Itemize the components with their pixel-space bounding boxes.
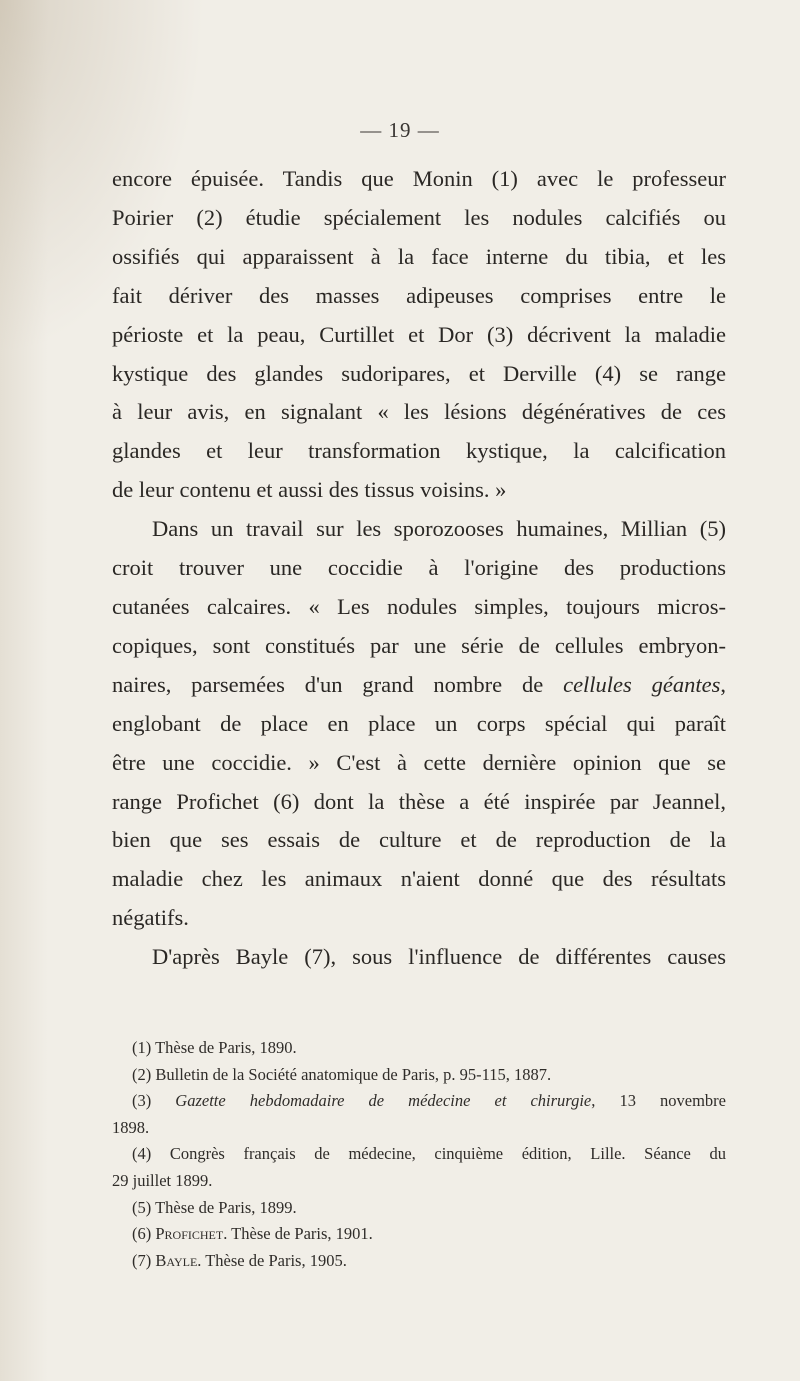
italic-term: cellules géantes (563, 671, 721, 697)
text-line: glandes et leur transformation kystique, la calcification (112, 438, 726, 464)
footnote-number: (7) (132, 1250, 156, 1270)
main-text (112, 160, 726, 977)
footnote-3 (112, 1088, 726, 1115)
footnote-3-continued: 1898. (112, 1117, 150, 1137)
text-span: naires, parsemées d'un grand nombre de (112, 671, 564, 697)
text-line: Dans un travail sur les sporozooses humaines, Millian (5) (152, 516, 726, 542)
footnote-4: (4) Congrès français de médecine, cinquième édition, Lille. Séance du (132, 1144, 726, 1164)
author-name: Bayle (155, 1250, 198, 1270)
footnote-7 (112, 1248, 726, 1275)
footnote-5: (5) Thèse de Paris, 1899. (132, 1197, 297, 1217)
text-line: croit trouver une coccidie à l'origine des productions (112, 555, 726, 581)
footnotes (112, 1035, 726, 1274)
journal-title: Gazette hebdomadaire de médecine et chirurgie (175, 1091, 592, 1111)
footnote-2: (2) Bulletin de la Société anatomique de Paris, p. 95-115, 1887. (132, 1064, 552, 1084)
text-span: , (720, 671, 726, 697)
page-number: — 19 — (360, 118, 440, 142)
author-name: Profichet (155, 1224, 224, 1244)
footnote-text: . Thèse de Paris, 1905. (197, 1250, 347, 1270)
footnote-number: (6) (132, 1224, 156, 1244)
footnote-6 (112, 1221, 726, 1248)
footnote-number: (3) (132, 1091, 176, 1111)
text-line: périoste et la peau, Curtillet et Dor (3) décrivent la maladie (112, 321, 726, 347)
text-line: être une coccidie. » C'est à cette dernière opinion que se (112, 749, 726, 775)
text-line: cutanées calcaires. « Les nodules simples, toujours micros- (112, 593, 726, 619)
text-line: englobant de place en place un corps spécial qui paraît (112, 710, 726, 736)
text-line: ossifiés qui apparaissent à la face interne du tibia, et les (112, 243, 726, 269)
footnote-4-continued: 29 juillet 1899. (112, 1170, 213, 1190)
text-line: D'après Bayle (7), sous l'influence de différentes causes (152, 944, 726, 970)
text-line: kystique des glandes sudoripares, et Derville (4) se range (112, 360, 726, 386)
text-line: range Profichet (6) dont la thèse a été inspirée par Jeannel, (112, 788, 726, 814)
text-line: négatifs. (112, 905, 189, 931)
text-line (112, 666, 726, 705)
text-line: bien que ses essais de culture et de reproduction de la (112, 827, 726, 853)
text-line: fait dériver des masses adipeuses comprises entre le (112, 282, 726, 308)
text-line: maladie chez les animaux n'aient donné que des résultats (112, 866, 726, 892)
text-line: encore épuisée. Tandis que Monin (1) avec le professeur (112, 166, 726, 191)
text-line: copiques, sont constitués par une série de cellules embryon- (112, 632, 726, 658)
text-line: de leur contenu et aussi des tissus voisins. » (112, 477, 507, 503)
text-line: à leur avis, en signalant « les lésions dégénératives de ces (112, 399, 726, 425)
text-line: Poirier (2) étudie spécialement les nodules calcifiés ou (112, 204, 726, 230)
footnote-text: . Thèse de Paris, 1901. (223, 1224, 373, 1244)
footnote-1: (1) Thèse de Paris, 1890. (132, 1038, 297, 1057)
footnote-text: , 13 novembre (591, 1091, 726, 1111)
